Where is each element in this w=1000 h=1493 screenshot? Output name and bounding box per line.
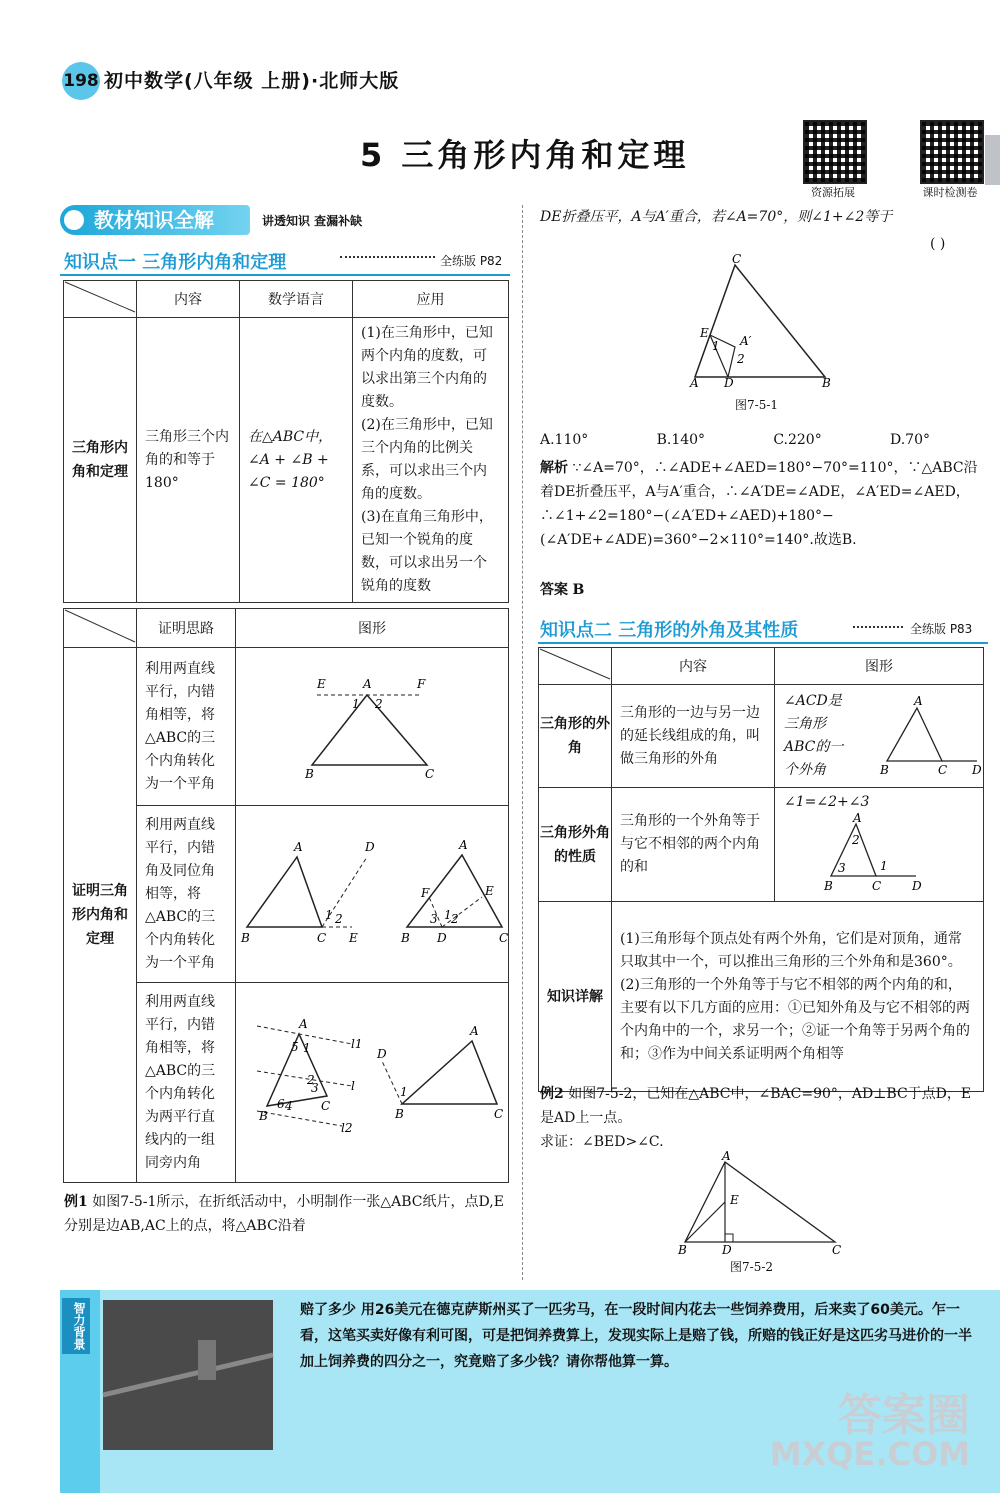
option-b: B.140°	[656, 432, 706, 448]
section-title: 教材知识全解	[94, 208, 214, 232]
side-tab	[985, 135, 1000, 185]
svg-text:E: E	[700, 326, 709, 340]
svg-text:A: A	[363, 676, 372, 691]
section-subtitle: 讲透知识 查漏补缺	[262, 214, 363, 228]
divider	[60, 274, 510, 276]
svg-text:A: A	[853, 811, 862, 825]
app-cell	[353, 318, 509, 603]
svg-text:A: A	[690, 376, 699, 390]
dotted-leader	[853, 626, 903, 628]
qr-label: 课时检测卷	[922, 186, 978, 199]
kp1-ref: 全练版 P82	[440, 254, 503, 268]
figure-cell	[775, 685, 984, 788]
section-banner	[60, 205, 250, 235]
svg-text:l2: l2	[341, 1120, 353, 1135]
svg-text:D: D	[722, 1243, 732, 1257]
svg-text:B: B	[401, 931, 410, 945]
footer-text	[300, 1297, 980, 1375]
diag-header-cell	[64, 609, 137, 648]
svg-text:B: B	[822, 376, 831, 390]
svg-text:C: C	[317, 931, 327, 945]
example-label: 例2	[540, 1086, 564, 1102]
detail-cell: (1)三角形每个顶点处有两个外角，它们是对顶角，通常只取其中一个，可以推出三角形的三个外角和是360°。(2)三角形的一个外角等于与它不相邻的两个内角的和，主要有以下几方面的应用：①已知外角及与它不相邻的两个内角中的一个，求另一个；②证一个角等于另两个角的和；③作为中间关系证明两个角相等	[612, 902, 984, 1092]
svg-text:A: A	[459, 838, 468, 852]
diagonal-line	[540, 649, 610, 679]
svg-text:1: 1	[352, 696, 360, 711]
qr-code-test[interactable]	[920, 120, 984, 184]
svg-text:D: D	[972, 763, 982, 777]
svg-text:2: 2	[375, 696, 383, 711]
analysis	[540, 456, 980, 552]
analysis-label: 解析	[540, 460, 568, 476]
example-label: 例1	[64, 1194, 88, 1210]
svg-text:C: C	[832, 1243, 842, 1257]
answer-label: 答案	[540, 582, 568, 598]
svg-text:2: 2	[451, 912, 459, 926]
fig-text: ∠ACD是三角形ABC的一个外角	[784, 693, 844, 778]
chapter-title: 5 三角形内角和定理	[360, 136, 690, 174]
kp1-table2	[63, 608, 509, 1183]
svg-text:1: 1	[444, 908, 452, 922]
svg-text:3: 3	[311, 1080, 319, 1095]
watermark-url: MXQE.COM	[769, 1435, 970, 1473]
kp1-table1	[63, 280, 509, 603]
svg-text:E: E	[485, 884, 494, 898]
example2-body: 如图7-5-2，已知在△ABC中，∠BAC=90°，AD⊥BC于点D，E是AD上一点。	[540, 1086, 972, 1126]
svg-text:C: C	[732, 252, 742, 266]
option-a: A.110°	[540, 432, 589, 448]
svg-text:A: A	[294, 840, 303, 854]
svg-text:2: 2	[335, 912, 343, 926]
svg-text:3: 3	[430, 912, 438, 926]
row-head: 证明三角形内角和定理	[64, 648, 137, 1183]
svg-text:3: 3	[838, 861, 846, 875]
app-item: (2)在三角形中，已知三个内角的比例关系，可以求出三个内角的度数。	[361, 417, 493, 502]
triangle-figure-2	[237, 807, 507, 977]
dotted-leader	[340, 256, 435, 258]
app-item: (1)在三角形中，已知两个内角的度数，可以求出第三个内角的度数。	[361, 325, 493, 410]
svg-text:B: B	[678, 1243, 687, 1257]
qr-code-resources[interactable]	[803, 120, 867, 184]
svg-text:E: E	[730, 1193, 739, 1207]
row-head: 三角形的外角	[539, 685, 612, 788]
svg-text:2: 2	[307, 1072, 315, 1087]
svg-text:F: F	[421, 886, 430, 900]
qr-label: 资源拓展	[811, 186, 855, 199]
svg-text:F: F	[417, 676, 426, 691]
answer-value: B	[572, 582, 585, 598]
svg-text:E: E	[317, 676, 326, 691]
diag-header-cell	[64, 281, 137, 318]
svg-text:B: B	[305, 766, 314, 781]
svg-text:l1: l1	[351, 1036, 363, 1051]
analysis-text: ∵∠A=70°，∴∠ADE+∠AED=180°−70°=110°，∵△ABC沿着DE折叠压平，A与A′重合，∴∠A′DE=∠ADE，∠A′ED=∠AED，∴∠1+∠2=180°−(∠A′ED+∠AED)+180°−(∠A′DE+∠ADE)=360°−2×110°=140°.故选B.	[540, 460, 978, 548]
example2-text	[540, 1082, 985, 1130]
exterior-angle-figure	[862, 696, 982, 776]
fig-text: ∠1=∠2+∠3	[784, 794, 870, 810]
svg-text:1: 1	[400, 1084, 408, 1099]
proof-cell: 利用两直线平行，内错角相等，将△ABC的三个内角转化为一个平角	[137, 648, 236, 806]
svg-text:B: B	[880, 763, 889, 777]
example1-continue: DE折叠压平，A与A′重合，若∠A=70°，则∠1+∠2等于	[540, 209, 893, 225]
math-cell: 在△ABC中，∠A + ∠B + ∠C = 180°	[240, 318, 353, 603]
svg-text:C: C	[872, 879, 882, 893]
svg-text:1: 1	[880, 859, 888, 873]
row-head: 三角形外角的性质	[539, 788, 612, 902]
figure-cell	[236, 983, 509, 1183]
svg-text:C: C	[938, 763, 948, 777]
svg-text:E: E	[349, 931, 358, 945]
svg-text:6: 6	[277, 1096, 285, 1111]
exterior-property-figure	[776, 811, 976, 896]
proof-cell: 利用两直线平行，内错角相等，将△ABC的三个内角转化为两平行直线内的一组同旁内角	[137, 983, 236, 1183]
svg-text:A: A	[470, 1023, 479, 1038]
divider	[538, 642, 988, 644]
content-cell: 三角形的一边与另一边的延长线组成的角，叫做三角形的外角	[612, 685, 775, 788]
kp2-table	[538, 647, 984, 1092]
app-item: (3)在直角三角形中，已知一个锐角的度数，可以求出另一个锐角的度数	[361, 509, 493, 594]
figure-caption: 图7-5-2	[730, 1260, 774, 1274]
diagonal-line	[65, 610, 135, 642]
photo-illustration	[103, 1300, 273, 1450]
book-title: 初中数学(八年级 上册)·北师大版	[104, 70, 400, 92]
diagonal-line	[65, 282, 135, 312]
figure-cell	[775, 788, 984, 902]
kp2-title: 知识点二 三角形的外角及其性质	[540, 620, 799, 641]
diag-header-cell	[539, 648, 612, 685]
header-figure: 图形	[236, 609, 509, 648]
footer-title: 赔了多少	[300, 1302, 356, 1318]
svg-text:D: D	[437, 931, 447, 945]
svg-text:C: C	[494, 1106, 504, 1121]
header-content: 内容	[137, 281, 240, 318]
example1-text	[64, 1190, 509, 1238]
svg-text:D: D	[724, 376, 734, 390]
header-figure: 图形	[775, 648, 984, 685]
figure-7-5-2	[670, 1149, 850, 1257]
svg-text:1: 1	[325, 908, 333, 922]
answer	[540, 578, 584, 602]
figure-7-5-1	[680, 252, 850, 390]
svg-text:4: 4	[285, 1098, 293, 1113]
example1-body: 如图7-5-1所示，在折纸活动中，小明制作一张△ABC纸片，点D,E分别是边AB,AC上的点，将△ABC沿着	[64, 1194, 504, 1234]
kp2-ref: 全练版 P83	[910, 622, 973, 636]
footer-body: 用26美元在德克萨斯州买了一匹劣马，在一段时间内花去一些饲养费用，后来卖了60美元。乍一看，这笔买卖好像有利可图，可是把饲养费算上，发现实际上是赔了钱，所赔的钱正好是这匹劣马进价的一半加上饲养费的四分之一，究竟赔了多少钱？请你帮他算一算。	[300, 1302, 972, 1370]
content-cell: 三角形三个内角的和等于180°	[137, 318, 240, 603]
svg-text:5: 5	[291, 1039, 299, 1054]
svg-text:A′: A′	[740, 334, 752, 348]
figure-cell	[236, 806, 509, 983]
header-proof: 证明思路	[137, 609, 236, 648]
footer-photo	[103, 1300, 273, 1450]
column-divider	[522, 205, 523, 1280]
svg-text:C: C	[499, 931, 509, 945]
example2-proof: 求证：∠BED>∠C.	[540, 1134, 664, 1150]
figure-caption: 图7-5-1	[735, 398, 779, 412]
svg-text:D: D	[377, 1046, 387, 1061]
header-app: 应用	[353, 281, 509, 318]
header-content: 内容	[612, 648, 775, 685]
svg-text:B: B	[395, 1106, 404, 1121]
svg-text:D: D	[365, 840, 375, 854]
svg-text:2: 2	[737, 352, 745, 366]
svg-text:B: B	[824, 879, 833, 893]
kp1-title: 知识点一 三角形内角和定理	[64, 252, 287, 273]
triangle-figure-1	[237, 650, 507, 800]
svg-text:1: 1	[712, 339, 720, 353]
svg-text:A: A	[722, 1149, 731, 1163]
svg-text:A: A	[914, 694, 923, 708]
figure-cell	[236, 648, 509, 806]
svg-text:C: C	[425, 766, 435, 781]
svg-text:B: B	[241, 931, 250, 945]
answer-bracket: ( )	[930, 236, 946, 252]
options-row	[540, 428, 930, 452]
svg-text:D: D	[912, 879, 922, 893]
triangle-figure-3	[237, 986, 507, 1176]
svg-text:l: l	[351, 1078, 355, 1093]
svg-text:B: B	[259, 1108, 268, 1123]
row-head: 三角形内角和定理	[64, 318, 137, 603]
header-math: 数学语言	[240, 281, 353, 318]
content-cell: 三角形的一个外角等于与它不相邻的两个内角的和	[612, 788, 775, 902]
svg-text:A: A	[299, 1016, 308, 1031]
watermark-logo: 答案圈	[838, 1390, 970, 1441]
footer-tab: 智力背景	[62, 1298, 90, 1354]
svg-text:2: 2	[852, 833, 860, 847]
option-c: C.220°	[773, 432, 822, 448]
proof-cell: 利用两直线平行，内错角及同位角相等，将△ABC的三个内角转化为一个平角	[137, 806, 236, 983]
page-number: 198	[62, 62, 100, 100]
svg-text:1: 1	[303, 1040, 311, 1055]
row-head: 知识详解	[539, 902, 612, 1092]
option-d: D.70°	[890, 432, 930, 448]
speaker-icon	[64, 210, 84, 230]
svg-text:C: C	[321, 1098, 331, 1113]
